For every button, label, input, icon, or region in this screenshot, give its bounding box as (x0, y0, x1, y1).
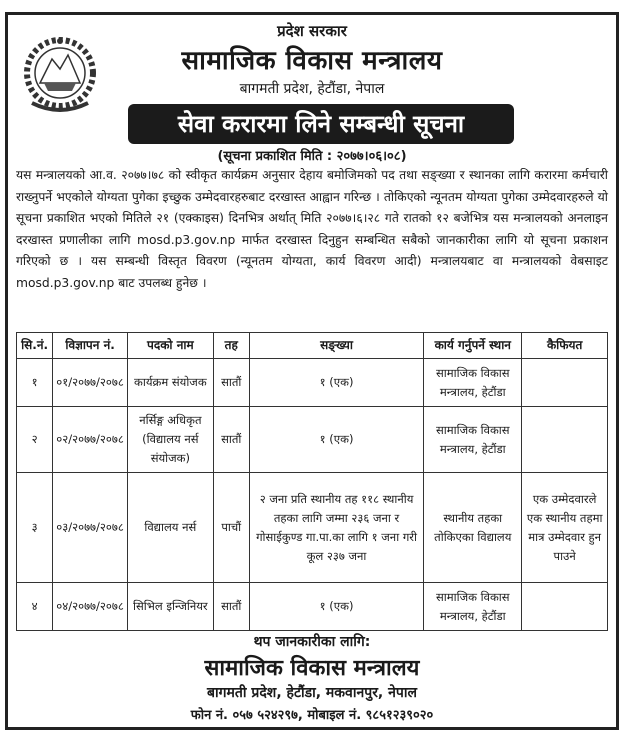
cell-place: सामाजिक विकास मन्त्रालय, हेटौंडा (424, 359, 522, 407)
col-header-post: पदको नाम (128, 333, 214, 359)
cell-level: पाचौं (213, 473, 249, 583)
cell-post: सिभिल इन्जिनियर (128, 583, 214, 631)
notice-paragraph: यस मन्त्रालयको आ.व. २०७७।७८ को स्वीकृत कार्यक्रम अनुसार देहाय बमोजिमको पद तथा सङ्ख्या र स्थानका लागि करारमा कर्मचारी राख्नुपर्ने भएकोले योग्यता पुगेका इच्छुक उम्मेदवारहरुबाट दरखास्त आह्वान गरिन्छ । तोकिएको न्यूनतम योग्यता पुगेका उम्मेदवारहरुले यो सूचना प्रकाशित भएको मितिले २१ (एक्काइस) दिनभित्र अर्थात् मिति २०७७।६।२८ गते रातको १२ बजेभित्र यस मन्त्रालयको अनलाइन दरखास्त प्रणालीका लागि mosd.p3.gov.np मार्फत दरखास्त दिनुहुन सम्बन्धित सबैको जानकारीका लागि यो सूचना प्रकाशन गरिएको छ । यस सम्बन्धी विस्तृत विवरण (न्यूनतम योग्यता, कार्य विवरण आदी) मन्त्रालयबाट वा मन्त्रालयको वेबसाइट mosd.p3.gov.np बाट उपलब्ध हुनेछ । (16, 168, 608, 290)
cell-remarks: एक उम्मेदवारले एक स्थानीय तहमा मात्र उम्मेदवार हुन पाउने (522, 473, 608, 583)
cell-remarks (522, 583, 608, 631)
cell-post: कार्यक्रम संयोजक (128, 359, 214, 407)
ministry-address: बागमती प्रदेश, हेटौंडा, नेपाल (239, 81, 385, 97)
col-header-ad-no: विज्ञापन नं. (53, 333, 128, 359)
notice-document (5, 12, 619, 730)
cell-level: सातौं (213, 583, 249, 631)
col-header-sn: सि.नं. (17, 333, 53, 359)
ministry-title: सामाजिक विकास मन्त्रालय (181, 46, 443, 76)
government-label: प्रदेश सरकार (277, 22, 347, 40)
table-row (17, 359, 608, 407)
cell-sn: २ (17, 407, 53, 473)
cell-level: सातौं (213, 359, 249, 407)
cell-post: नर्सिङ्ग अधिकृत (विद्यालय नर्स संयोजक) (128, 407, 214, 473)
cell-level: सातौं (213, 407, 249, 473)
cell-place: सामाजिक विकास मन्त्रालय, हेटौंडा (424, 407, 522, 473)
footer-contact: फोन नं. ०५७ ५२४२९७, मोबाइल नं. ९८५१२३९०२० (190, 708, 434, 723)
cell-count: १ (एक) (249, 407, 423, 473)
col-header-place: कार्य गर्नुपर्ने स्थान (424, 333, 522, 359)
col-header-level: तह (213, 333, 249, 359)
cell-remarks (522, 359, 608, 407)
cell-count: १ (एक) (249, 583, 423, 631)
col-header-count: सङ्ख्या (249, 333, 423, 359)
table-row (17, 583, 608, 631)
table-row (17, 407, 608, 473)
table-row (17, 473, 608, 583)
more-info-label: थप जानकारीका लागि: (253, 634, 371, 650)
cell-count: १ (एक) (249, 359, 423, 407)
cell-post: विद्यालय नर्स (128, 473, 214, 583)
footer-address: बागमती प्रदेश, हेटौंडा, मकवानपुर, नेपाल (207, 685, 417, 701)
vacancy-table (16, 332, 608, 631)
cell-place: स्थानीय तहका तोकिएका विद्यालय (424, 473, 522, 583)
cell-sn: ३ (17, 473, 53, 583)
cell-ad-no: ०२/२०७७/२०७८ (53, 407, 128, 473)
footer-ministry: सामाजिक विकास मन्त्रालय (204, 656, 420, 681)
cell-sn: ४ (17, 583, 53, 631)
cell-ad-no: ०१/२०७७/२०७८ (53, 359, 128, 407)
table-header-row (17, 333, 608, 359)
cell-sn: १ (17, 359, 53, 407)
cell-ad-no: ०४/२०७७/२०७८ (53, 583, 128, 631)
cell-ad-no: ०३/२०७७/२०७८ (53, 473, 128, 583)
cell-count: २ जना प्रति स्थानीय तह ११८ स्थानीय तहका लागि जम्मा २३६ जना र गोसाईकुण्ड गा.पा.का लागि १ जना गरी कूल २३७ जना (249, 473, 423, 583)
published-date: (सूचना प्रकाशित मिति : २०७७।०६।०८) (217, 149, 407, 164)
notice-title: सेवा करारमा लिने सम्बन्धी सूचना (128, 104, 514, 144)
col-header-remarks: कैफियत (522, 333, 608, 359)
cell-remarks (522, 407, 608, 473)
cell-place: सामाजिक विकास मन्त्रालय, हेटौंडा (424, 583, 522, 631)
